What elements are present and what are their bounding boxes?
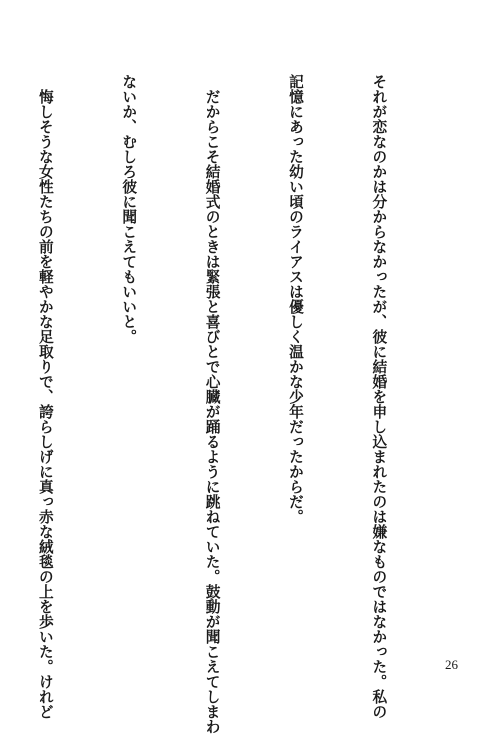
text-line: それが恋なのかは分からなかったが、彼に結婚を申し込まれたのは嫌なものではなかった。私の [370,74,388,719]
text-line: 悔しそうな女性たちの前を軽やかな足取りで、誇らしげに真っ赤な絨毯の上を歩いた。けれど [36,74,54,719]
text-line: 記憶にあった幼い頃のライアスは優しく温かな少年だったからだ。 [287,74,305,524]
text-line: ないか、むしろ彼に聞こえてもいいと。 [120,74,138,344]
text-line: だからこそ結婚式のときは緊張と喜びとで心臓が踊るように跳ねていた。鼓動が聞こえてしまわ [203,74,221,734]
body-text [36,74,448,734]
page-number: 26 [445,657,458,672]
